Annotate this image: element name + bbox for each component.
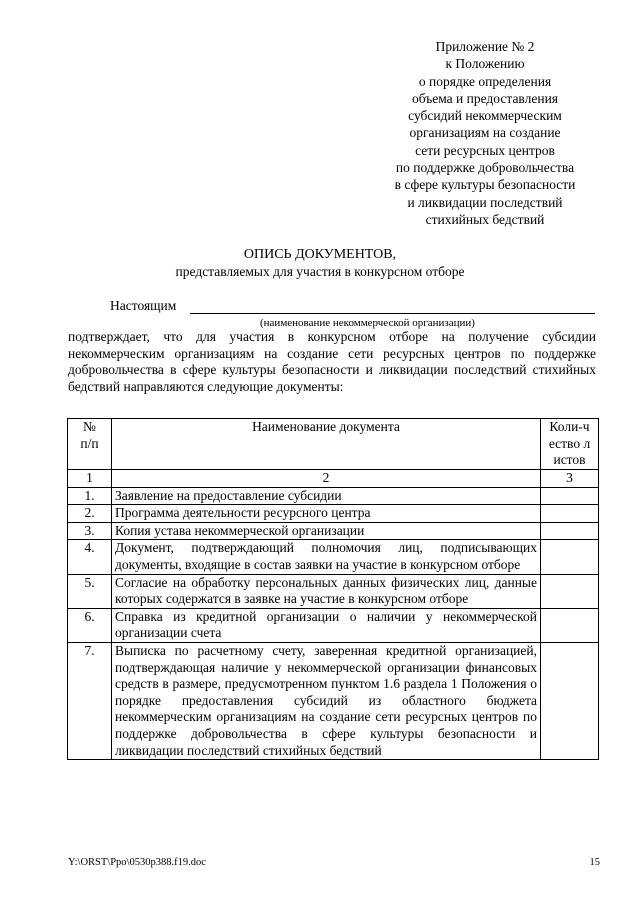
row-number: 4. xyxy=(68,540,112,574)
footer-page-number: 15 xyxy=(589,857,600,868)
row-sheet-count[interactable] xyxy=(541,522,599,540)
header-document-name: Наименование документа xyxy=(112,419,541,470)
row-sheet-count[interactable] xyxy=(541,608,599,642)
appendix-line: о порядке определения xyxy=(418,73,552,89)
row-number: 2. xyxy=(68,505,112,523)
row-document-name: Копия устава некоммерческой организации xyxy=(112,522,541,540)
table-numbering-row xyxy=(68,470,599,488)
row-document-name: Заявление на предоставление субсидии xyxy=(112,487,541,505)
table-row xyxy=(68,642,599,759)
appendix-line: сети ресурсных центров xyxy=(415,142,555,158)
appendix-line: и ликвидации последствий xyxy=(407,194,563,210)
table-row xyxy=(68,487,599,505)
numbering-cell: 1 xyxy=(68,470,112,488)
row-number: 1. xyxy=(68,487,112,505)
header-sheet-count xyxy=(541,419,599,470)
row-sheet-count[interactable] xyxy=(541,574,599,608)
row-sheet-count[interactable] xyxy=(541,487,599,505)
numbering-cell: 2 xyxy=(112,470,541,488)
row-number: 6. xyxy=(68,608,112,642)
appendix-line: по поддержке добровольчества xyxy=(395,160,575,176)
header-number-label: № п/п xyxy=(80,419,99,451)
appendix-line: Приложение № 2 xyxy=(435,39,535,54)
appendix-block xyxy=(370,38,600,228)
footer-file-path: Y:\ORST\Ppo\0530p388.f19.doc xyxy=(68,857,206,868)
numbering-cell: 3 xyxy=(541,470,599,488)
row-number: 3. xyxy=(68,522,112,540)
appendix-line: в сфере культуры безопасности xyxy=(394,177,576,193)
row-document-name: Выписка по расчетному счету, заверенная кредитной организацией, подтверждающая наличие у некоммерческой организации финансовых средств в размере, предусмотренном пунктом 1.6 раздела 1 Положения о порядке предоставления субсидий из областного бюджета некоммерческим организациям на создание сети ресурсных центров по поддержке добровольчества в сфере культуры безопасности и ликвидации последствий стихийных бедствий xyxy=(112,642,541,759)
appendix-line: объема и предоставления xyxy=(411,90,559,106)
table-row xyxy=(68,574,599,608)
header-sheet-count-label: Коли-чество листов xyxy=(548,419,591,468)
table-header-row xyxy=(68,419,599,470)
documents-table xyxy=(67,418,599,760)
row-document-name: Согласие на обработку персональных данных физических лиц, данные которых содержатся в заявке на участие в конкурсном отборе xyxy=(112,574,541,608)
row-sheet-count[interactable] xyxy=(541,540,599,574)
table-row xyxy=(68,540,599,574)
document-subtitle: представляемых для участия в конкурсном отборе xyxy=(175,264,465,279)
row-sheet-count[interactable] xyxy=(541,642,599,759)
table-row xyxy=(68,505,599,523)
appendix-line: к Положению xyxy=(445,56,525,72)
row-sheet-count[interactable] xyxy=(541,505,599,523)
intro-paragraph: подтверждает, что для участия в конкурсном отборе на получение субсидии некоммерческим организациям на создание сети ресурсных центров по поддержке добровольчества в сфере культуры безопасности и ликвидации последствий стихийных бедствий направляются следующие документы: xyxy=(68,329,596,394)
appendix-line: организациям на создание xyxy=(409,125,561,141)
document-title: ОПИСЬ ДОКУМЕНТОВ, xyxy=(243,247,397,262)
row-number: 7. xyxy=(68,642,112,759)
row-document-name: Программа деятельности ресурсного центра xyxy=(112,505,541,523)
row-document-name: Документ, подтверждающий полномочия лиц, подписывающих документы, входящие в состав заявки на участие в конкурсном отборе xyxy=(112,540,541,574)
row-number: 5. xyxy=(68,574,112,608)
organization-name-line xyxy=(190,313,595,314)
table-row xyxy=(68,522,599,540)
row-document-name: Справка из кредитной организации о наличии у некоммерческой организации счета xyxy=(112,608,541,642)
present-label: Настоящим xyxy=(110,298,177,313)
appendix-line: субсидий некоммерческим xyxy=(408,108,562,124)
table-row xyxy=(68,608,599,642)
appendix-line: стихийных бедствий xyxy=(425,211,545,227)
header-number xyxy=(68,419,112,470)
organization-name-caption: (наименование некоммерческой организации) xyxy=(260,317,475,329)
